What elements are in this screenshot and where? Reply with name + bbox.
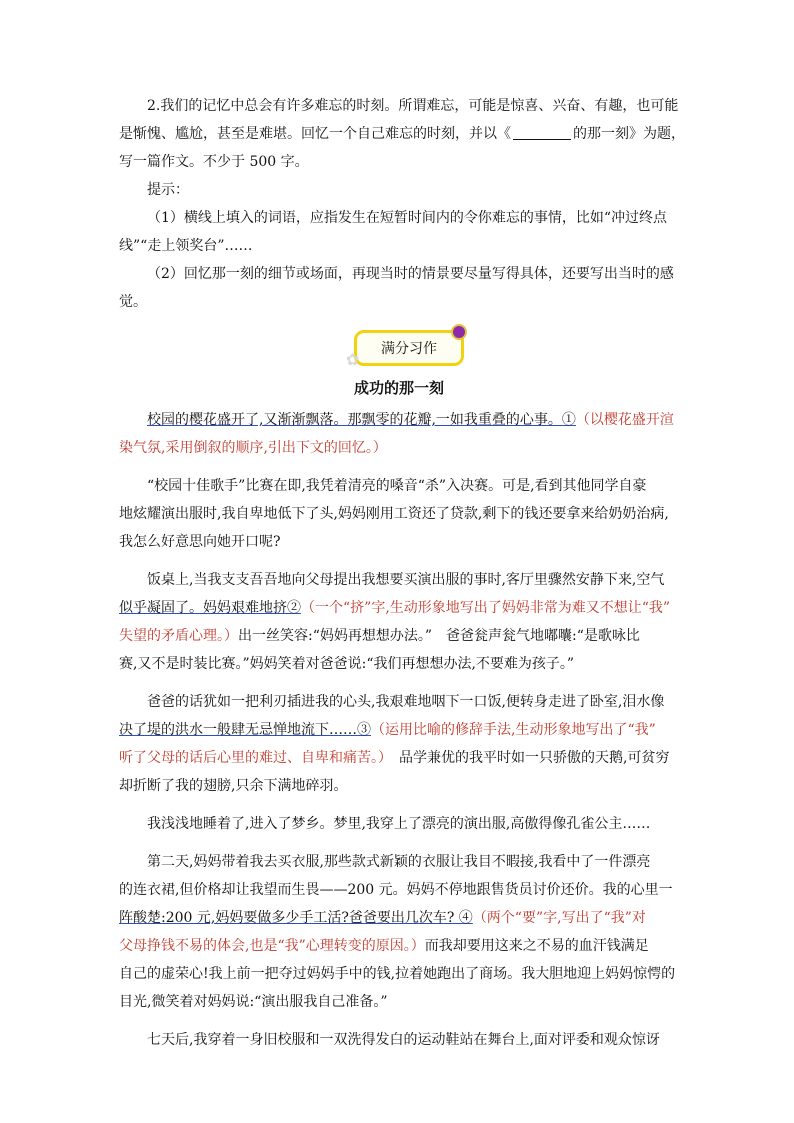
hint-label: 提示：: [147, 182, 189, 198]
badge-frame: [354, 330, 464, 366]
title-blank: [513, 123, 571, 140]
prompt-line-2-end: 的那一刻》为题，: [573, 126, 685, 142]
essay-p3-line-4: 赛,又不是时装比赛。”妈妈笑着对爸爸说:“我们再想想办法,不要难为孩子。”: [119, 656, 575, 672]
essay-p3-line-3: [119, 622, 679, 650]
essay-p4-line-3: [119, 744, 679, 772]
essay-p3-line-2: [119, 594, 679, 622]
hint-2-line-1: （2）回忆那一刻的细节或场面，再现当时的情景要尽量写得具体，还要写出当时的感: [147, 266, 674, 282]
essay-p4-line-1: 爸爸的话犹如一把利刃插进我的心头,我艰难地咽下一口饭,便转身走进了卧室,泪水像: [147, 694, 665, 710]
essay-p6-line-6: 目光,微笑着对妈妈说:“演出服我自己准备。”: [119, 994, 388, 1010]
essay-p4-text: 决了堤的洪水一般肆无忌惮地流下……③: [119, 722, 371, 738]
hint-1-line-1: （1）横线上填入的词语，应指发生在短暂时间内的令你难忘的事情，比如“冲过终点: [147, 210, 668, 226]
essay-p7-line-1: 七天后,我穿着一身旧校服和一双洗得发白的运动鞋站在舞台上,面对评委和观众惊讶: [147, 1032, 660, 1048]
essay-p6-text-cont: 而我却要用这来之不易的血汗钱满足: [424, 938, 649, 954]
prompt-line-1: 2.我们的记忆中总会有许多难忘的时刻。所谓难忘，可能是惊喜、兴奋、有趣，也可能: [147, 98, 679, 114]
essay-p2-line-1: “校园十佳歌手”比赛在即,我凭着清亮的嗓音“杀”入决赛。可是,看到其他同学自豪: [147, 478, 647, 494]
prompt-line-3: 写一篇作文。不少于 500 字。: [119, 154, 309, 170]
hint-2-line-2: 觉。: [119, 294, 147, 310]
essay-p4-note: （运用比喻的修辞手法,生动形象地写出了“我”: [371, 722, 656, 738]
essay-p1-note: （以樱花盛开渲: [575, 412, 674, 428]
essay-p6-line-2: 的连衣裙,但价格却让我望而生畏——200 元。妈妈不停地跟售货员讨价还价。我的心里一: [119, 882, 673, 898]
essay-title: 成功的那一刻: [353, 379, 444, 397]
essay-p6-line-3: [119, 904, 679, 932]
essay-p6-text: 阵酸楚:200 元,妈妈要做多少手工活?爸爸要出几次车? ④: [119, 910, 473, 926]
document-page: [119, 92, 685, 1054]
essay-p4-text-cont: 品学兼优的我平时如一只骄傲的天鹅,可贫穷: [385, 750, 670, 766]
essay-p4-line-2: [119, 716, 679, 744]
essay-p2-line-2: 地炫耀演出服时,我自卑地低下了头,妈妈刚用工资还了贷款,剩下的钱还要拿来给奶奶治病,: [119, 506, 669, 522]
essay-p1-line-1: [119, 406, 679, 434]
section-badge: [119, 324, 679, 368]
hint-1-line-2: 线”“走上领奖台”……: [119, 238, 253, 254]
essay-p1-line-2: 染气氛,采用倒叙的顺序,引出下文的回忆。）: [119, 440, 387, 456]
essay-p6-line-1: 第二天,妈妈带着我去买衣服,那些款式新颖的衣服让我目不暇接,我看中了一件漂亮: [147, 854, 651, 870]
essay-p6-note: （两个“要”字,写出了“我”对: [472, 910, 646, 926]
essay-p4-note-end: 听了父母的话后心里的难过、自卑和痛苦。）: [119, 750, 385, 766]
essay-p4-line-4: 却折断了我的翅膀,只余下满地碎羽。: [119, 778, 348, 794]
essay-p3-note: （一个“挤”字,生动形象地写出了妈妈非常为难又不想让“我”: [301, 600, 671, 616]
essay-p6-note-end: 父母挣钱不易的体会,也是“我”心理转变的原因。）: [119, 938, 425, 954]
essay-p3-note-end: 失望的矛盾心理。）: [119, 628, 238, 644]
decorative-bird-icon: ✿: [346, 350, 360, 369]
essay-p3-text-cont: 出一丝笑容:“妈妈再想想办法。” 爸爸瓮声瓮气地嘟囔:“是歌咏比: [238, 628, 640, 644]
prompt-line-2-start: 是惭愧、尴尬，甚至是难堪。回忆一个自己难忘的时刻，并以《: [119, 126, 511, 142]
essay-p5-line-1: 我浅浅地睡着了,进入了梦乡。梦里,我穿上了漂亮的演出服,高傲得像孔雀公主……: [147, 816, 651, 832]
essay-p1-text: 校园的樱花盛开了,又渐渐飘落。那飘零的花瓣,一如我重叠的心事。①: [147, 412, 576, 428]
essay-p6-line-4: [119, 932, 679, 960]
essay-p6-line-5: 自己的虚荣心!我上前一把夺过妈妈手中的钱,拉着她跑出了商场。我大胆地迎上妈妈惊愕的: [119, 966, 676, 982]
essay-p3-text: 似乎凝固了。妈妈艰难地挤②: [119, 600, 301, 616]
prompt-line-2: [119, 120, 685, 148]
decorative-dot-icon: [451, 324, 467, 340]
essay-p2-line-3: 我怎么好意思向她开口呢?: [119, 534, 281, 550]
essay-p3-line-1: 饭桌上,当我支支吾吾地向父母提出我想要买演出服的事时,客厅里骤然安静下来,空气: [147, 572, 665, 588]
badge-label: 满分习作: [381, 341, 437, 357]
